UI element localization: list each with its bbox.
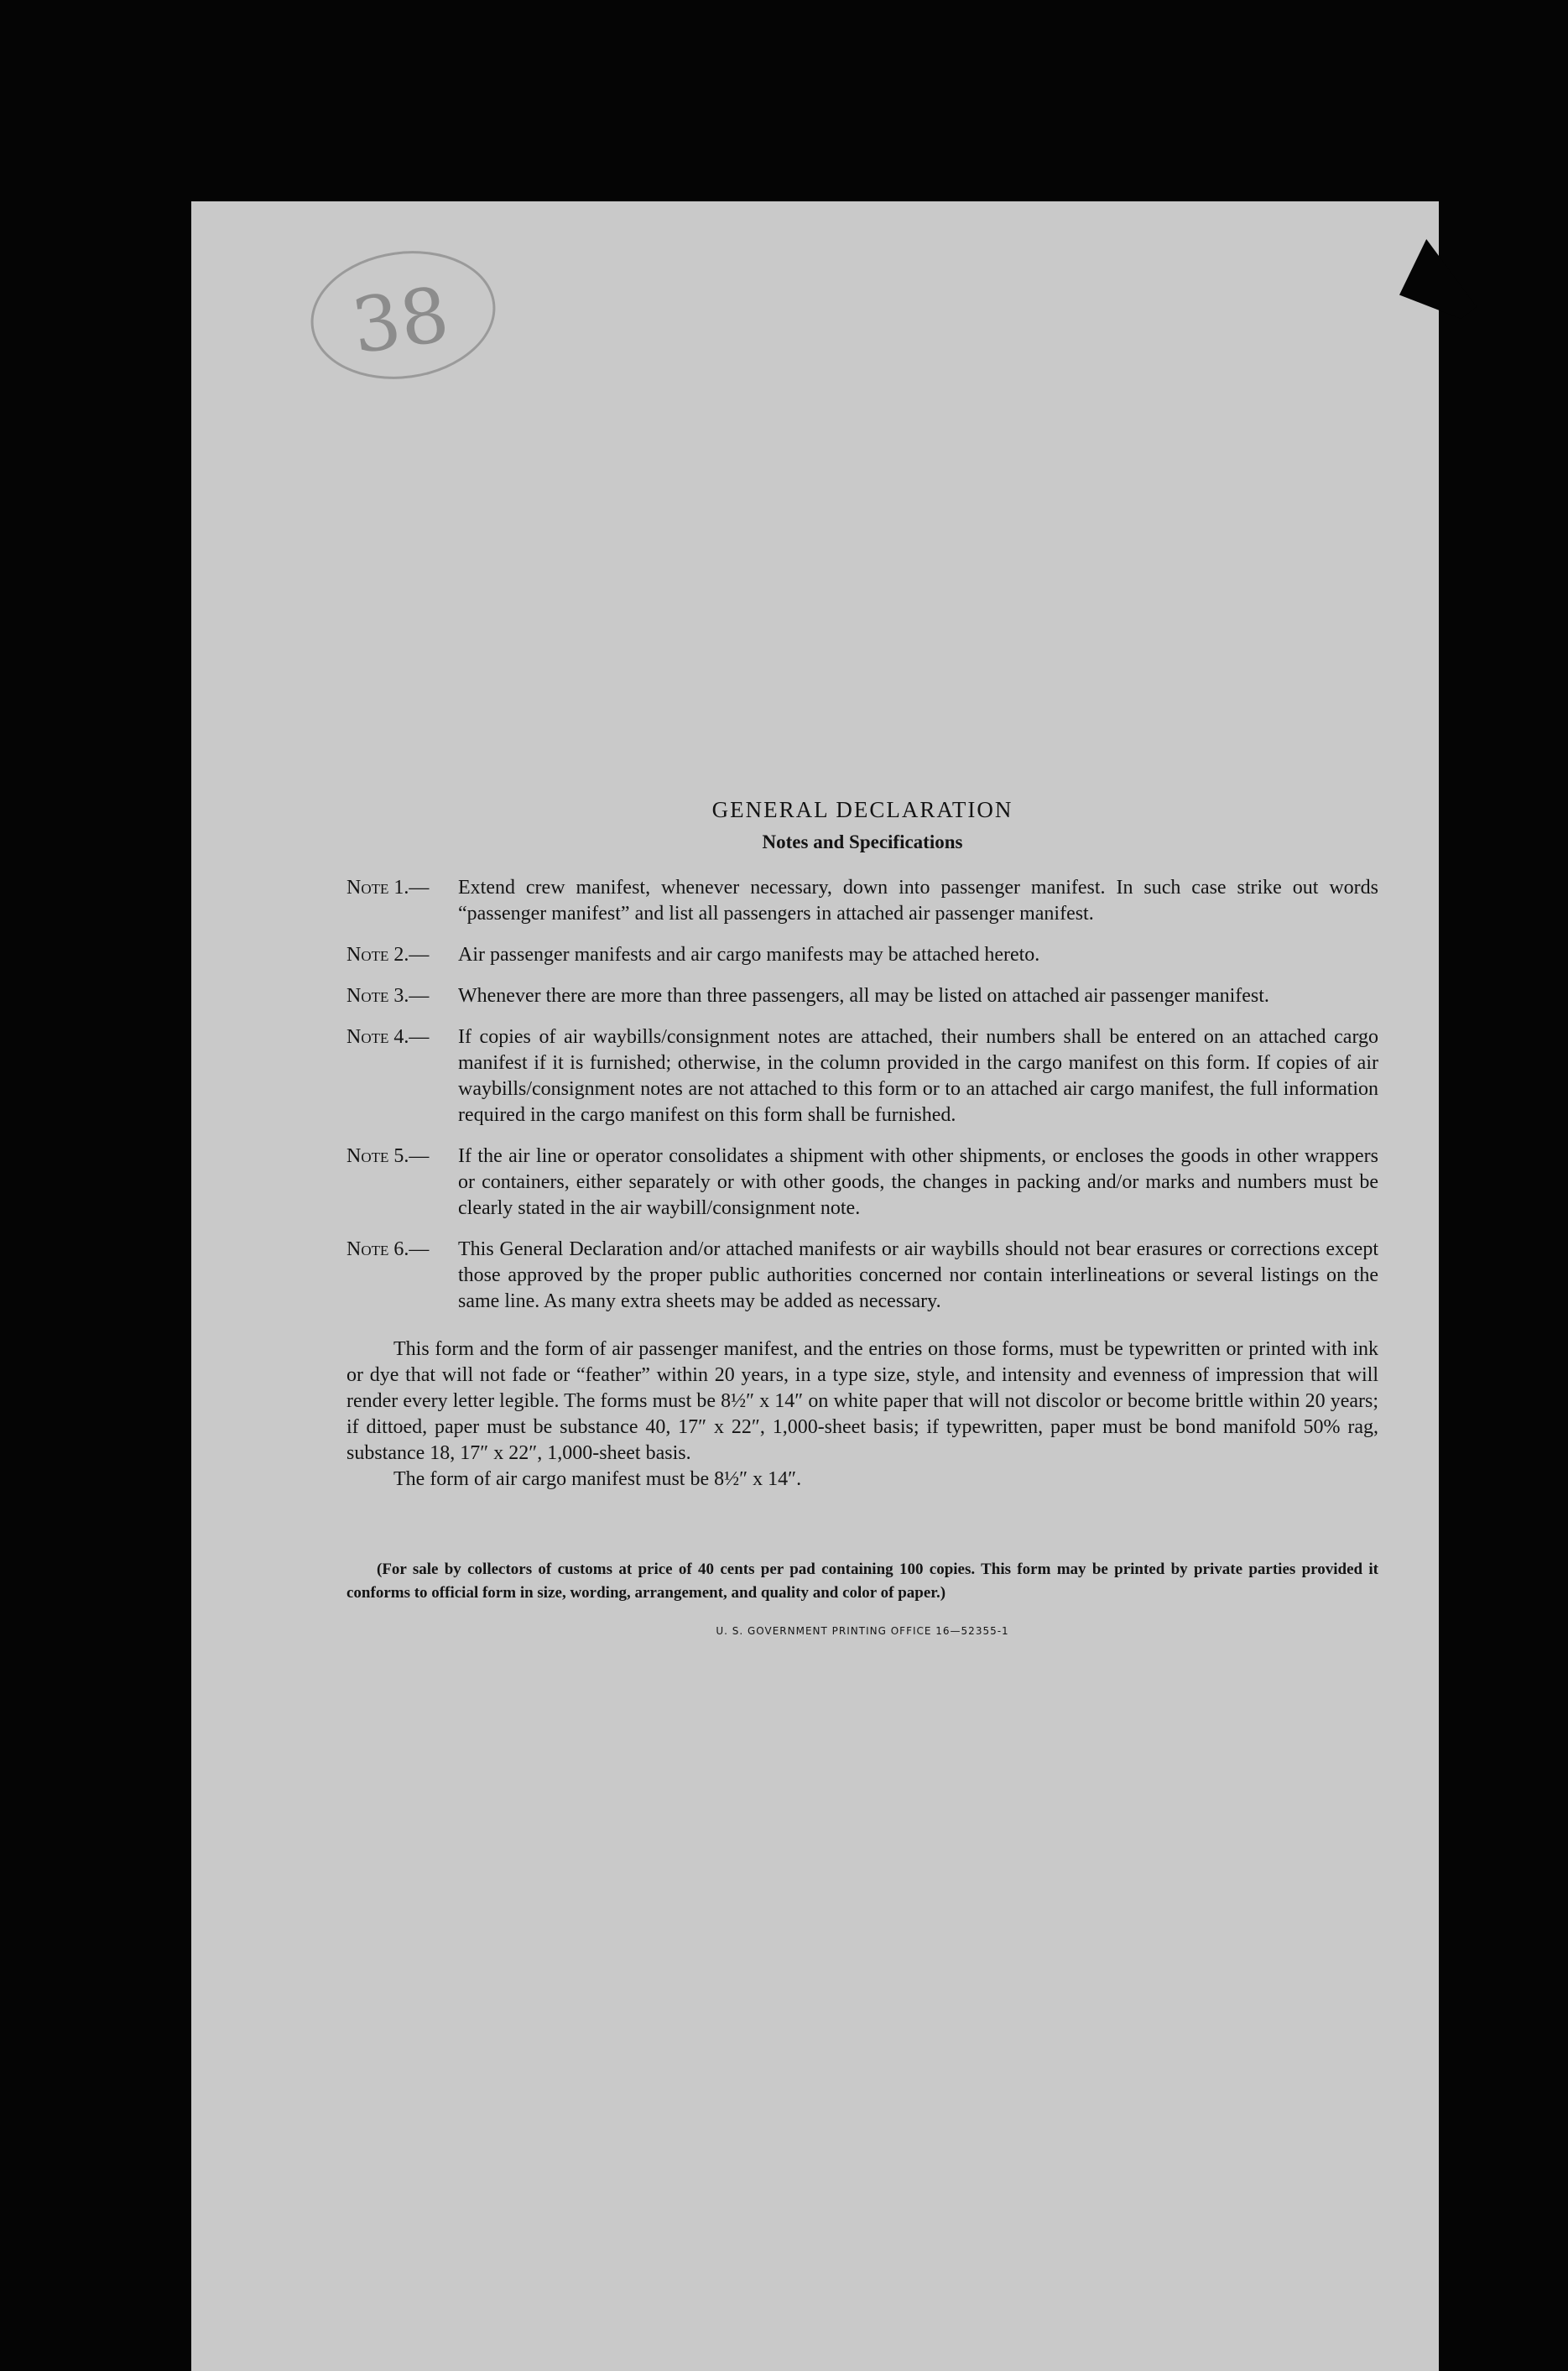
note-5	[346, 1144, 1378, 1222]
note-label: Note 6.—	[346, 1238, 430, 1260]
note-label: Note 2.—	[346, 944, 430, 966]
note-label: Note 3.—	[346, 985, 430, 1007]
document-content	[346, 797, 1378, 1637]
sale-notice: (For sale by collectors of customs at price of 40 cents per pad containing 100 copies. This form may be printed by private parties provided it conforms to official form in size, wording, arrangement, and quality and color of paper.)	[346, 1561, 1378, 1602]
note-2	[346, 942, 1378, 968]
document-subtitle: Notes and Specifications	[762, 831, 963, 852]
note-text: This General Declaration and/or attached manifests or air waybills should not bear erasures or corrections except those approved by the proper public authorities concerned nor contain interlineations or several listings on the same line. As many extra sheets may be added as necessary.	[458, 1238, 1378, 1312]
note-text: Extend crew manifest, whenever necessary, down into passenger manifest. In such case strike out words “passenger manifest” and list all passengers in attached air passenger manifest.	[458, 877, 1378, 925]
document-title: GENERAL DECLARATION	[711, 797, 1013, 822]
note-label: Note 1.—	[346, 877, 430, 899]
note-text: Whenever there are more than three passengers, all may be listed on attached air passenger manifest.	[458, 985, 1269, 1007]
note-3	[346, 983, 1378, 1009]
cargo-manifest-size-paragraph: The form of air cargo manifest must be 8½″ x 14″.	[393, 1468, 802, 1490]
handwritten-page-number: 38	[346, 270, 455, 372]
note-text: If copies of air waybills/consignment notes are attached, their numbers shall be entered on an attached cargo manifest if it is furnished; otherwise, in the column provided in the cargo manifest on this form. If copies of air waybills/consignment notes are not attached to this form or to an attached air cargo manifest, the full information required in the cargo manifest on this form shall be furnished.	[458, 1026, 1378, 1126]
note-label: Note 4.—	[346, 1026, 430, 1048]
note-label: Note 5.—	[346, 1145, 430, 1167]
printing-office-footer: U. S. GOVERNMENT PRINTING OFFICE 16—52355-1	[716, 1625, 1009, 1637]
note-1	[346, 875, 1378, 927]
note-4	[346, 1024, 1378, 1128]
note-text: If the air line or operator consolidates a shipment with other shipments, or encloses the goods in other wrappers or containers, either separately or with other goods, the changes in packing and/or marks and numbers must be clearly stated in the air waybill/consignment note.	[458, 1145, 1378, 1219]
note-text: Air passenger manifests and air cargo manifests may be attached hereto.	[458, 944, 1040, 966]
form-requirements-paragraph: This form and the form of air passenger manifest, and the entries on those forms, must be typewritten or printed with ink or dye that will not fade or “feather” within 20 years, in a type size, style, and intensity and evenness of impression that will render every letter legible. The forms must be 8½″ x 14″ on white paper that will not discolor or become brittle within 20 years; if dittoed, paper must be substance 40, 17″ x 22″, 1,000-sheet basis; if typewritten, paper must be bond manifold 50% rag, substance 18, 17″ x 22″, 1,000-sheet basis.	[346, 1338, 1378, 1464]
note-6	[346, 1237, 1378, 1315]
